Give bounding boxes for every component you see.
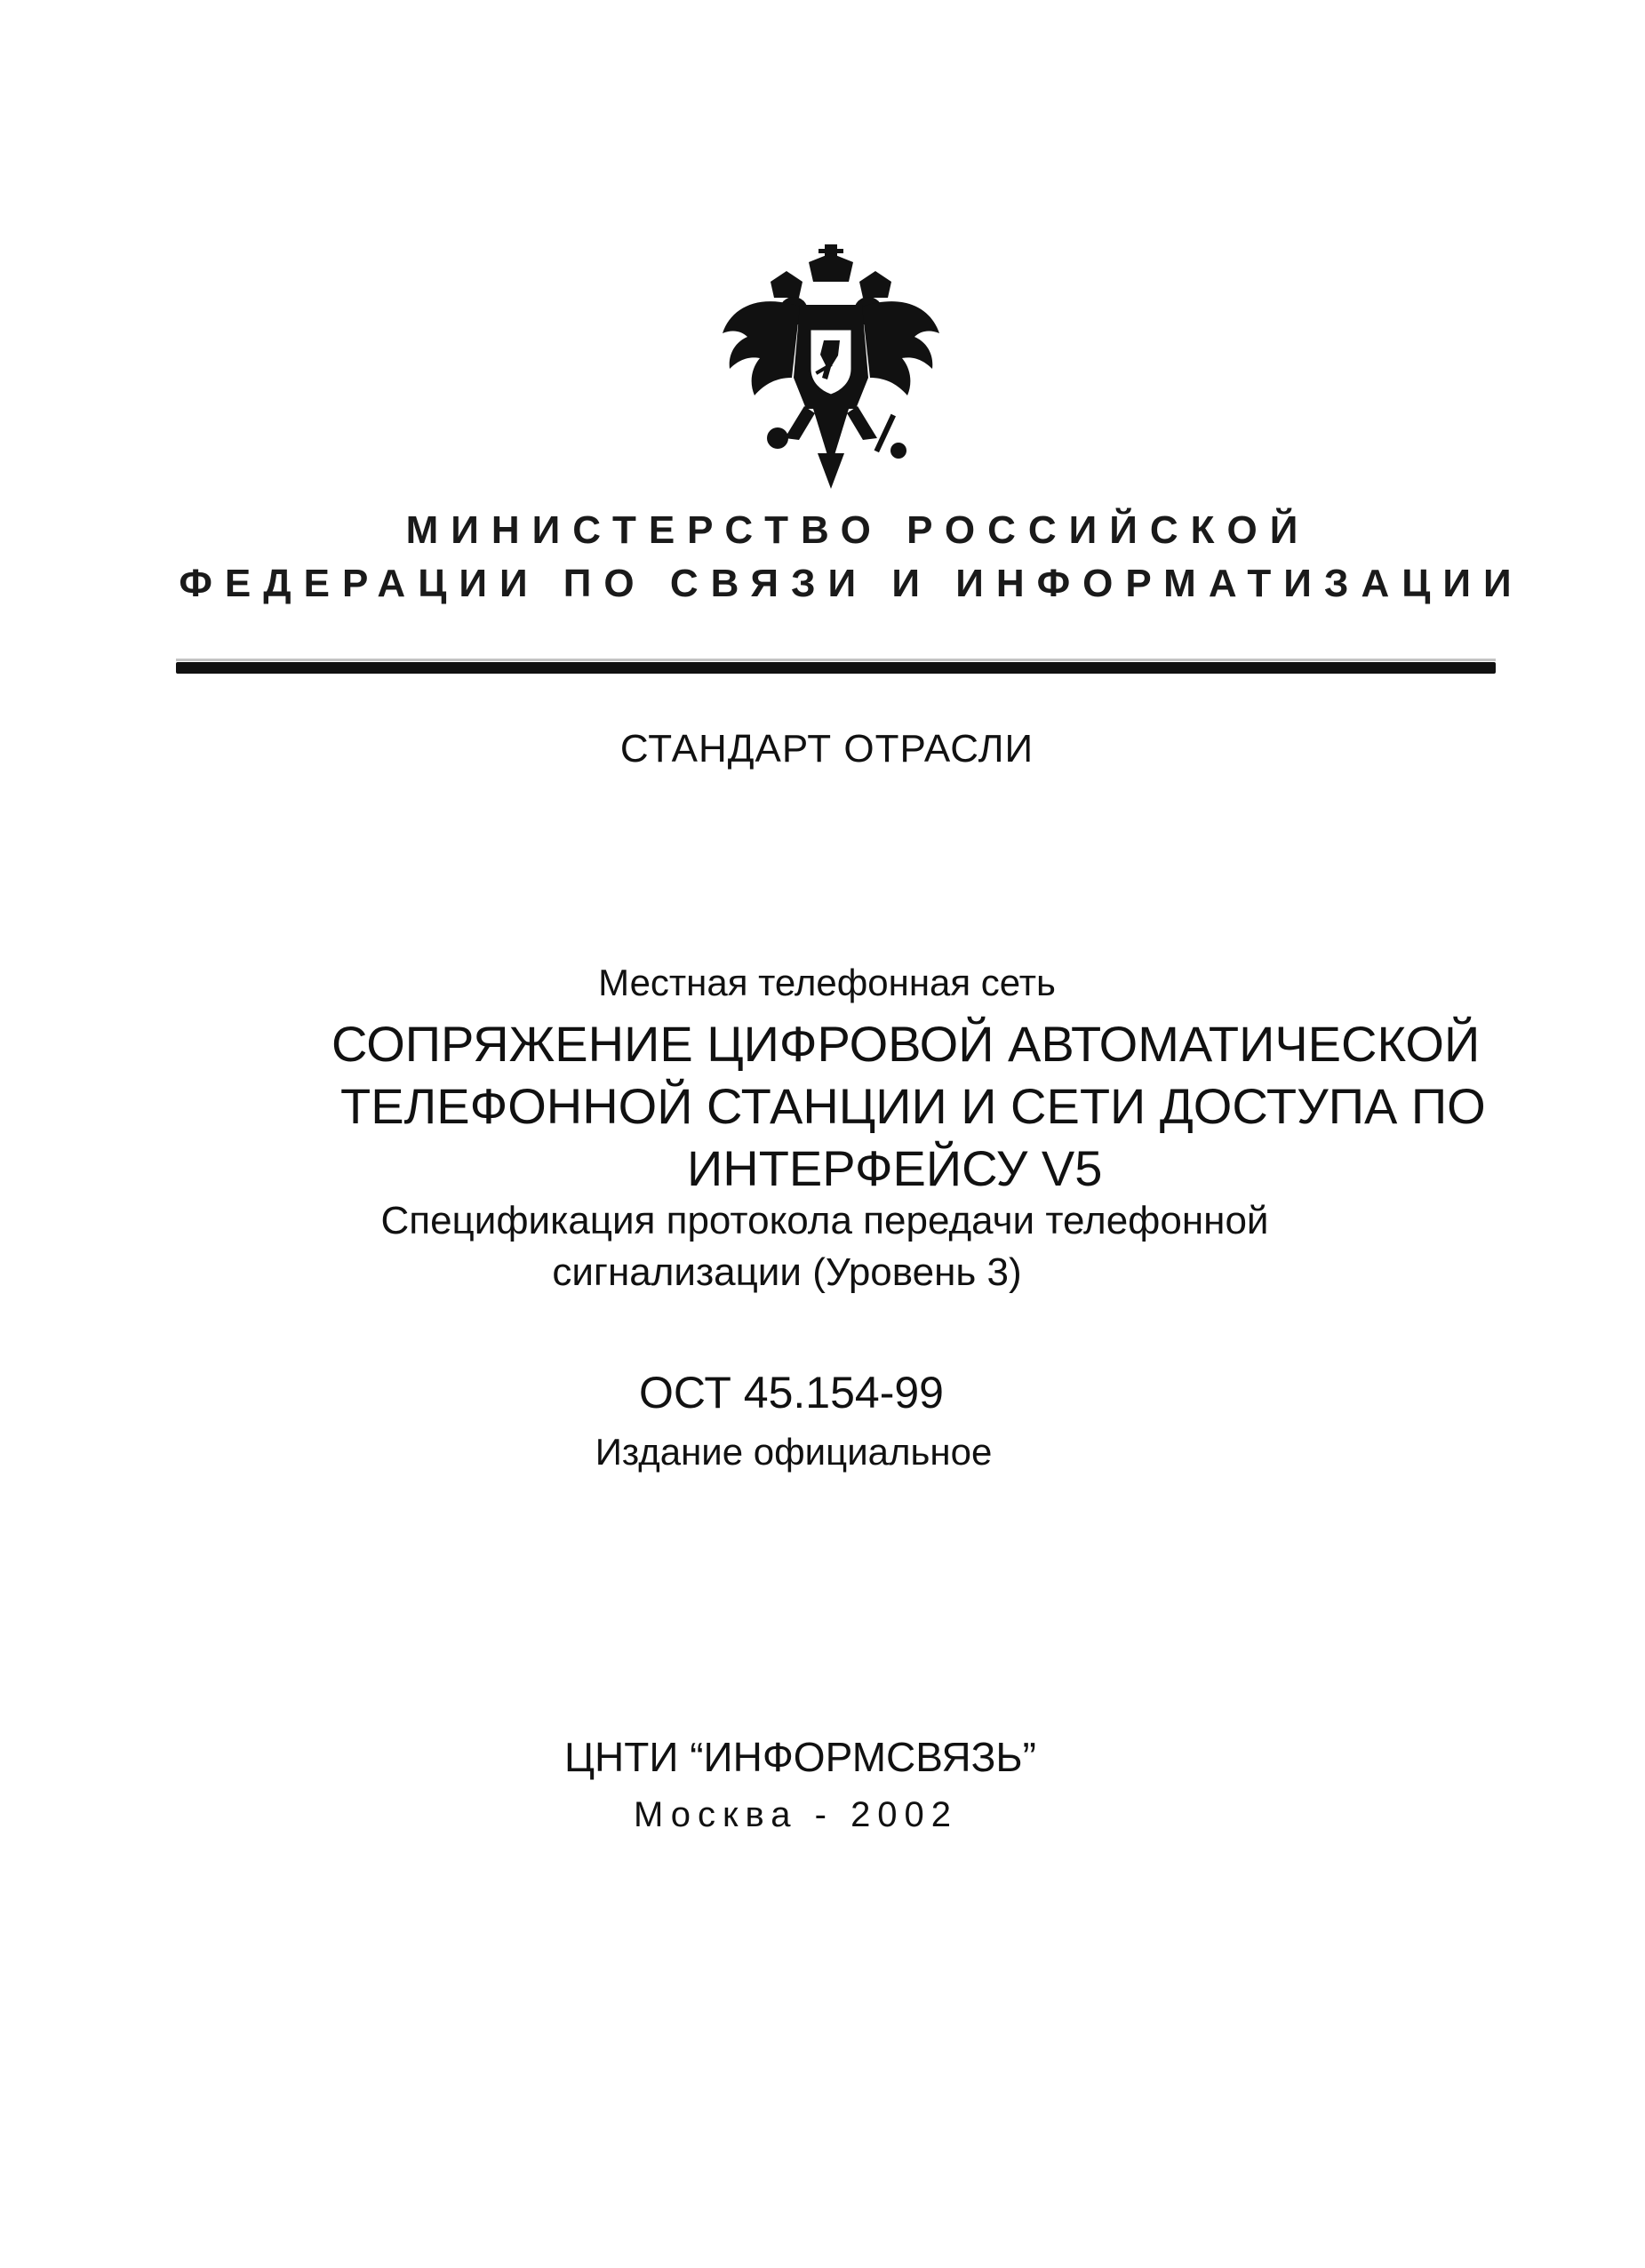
document-title-line-2: ТЕЛЕФОННОЙ СТАНЦИИ И СЕТИ ДОСТУПА ПО	[340, 1078, 1486, 1134]
document-title-line-3: ИНТЕРФЕЙСУ V5	[687, 1140, 1103, 1196]
publisher: ЦНТИ “ИНФОРМСВЯЗЬ”	[564, 1734, 1036, 1780]
document-number: ОСТ 45.154-99	[639, 1368, 944, 1418]
specification-line-1: Спецификация протокола передачи телефонной	[380, 1199, 1269, 1242]
document-subject: Местная телефонная сеть	[598, 962, 1056, 1003]
header-divider	[176, 662, 1496, 674]
ministry-name-line-1: МИНИСТЕРСТВО РОССИЙСКОЙ	[405, 508, 1311, 552]
ministry-name-line-2: ФЕДЕРАЦИИ ПО СВЯЗИ И ИНФОРМАТИЗАЦИИ	[179, 562, 1524, 605]
document-type: СТАНДАРТ ОТРАСЛИ	[619, 727, 1034, 771]
document-title-line-1: СОПРЯЖЕНИЕ ЦИФРОВОЙ АВТОМАТИЧЕСКОЙ	[331, 1016, 1481, 1072]
coat-of-arms-icon	[715, 244, 946, 489]
specification	[0, 1195, 1645, 1298]
document-title	[324, 1013, 1486, 1200]
document-edition: Издание официальное	[595, 1431, 993, 1473]
specification-line-2: сигнализации (Уровень 3)	[552, 1250, 1022, 1294]
city-year: Москва - 2002	[633, 1795, 959, 1834]
